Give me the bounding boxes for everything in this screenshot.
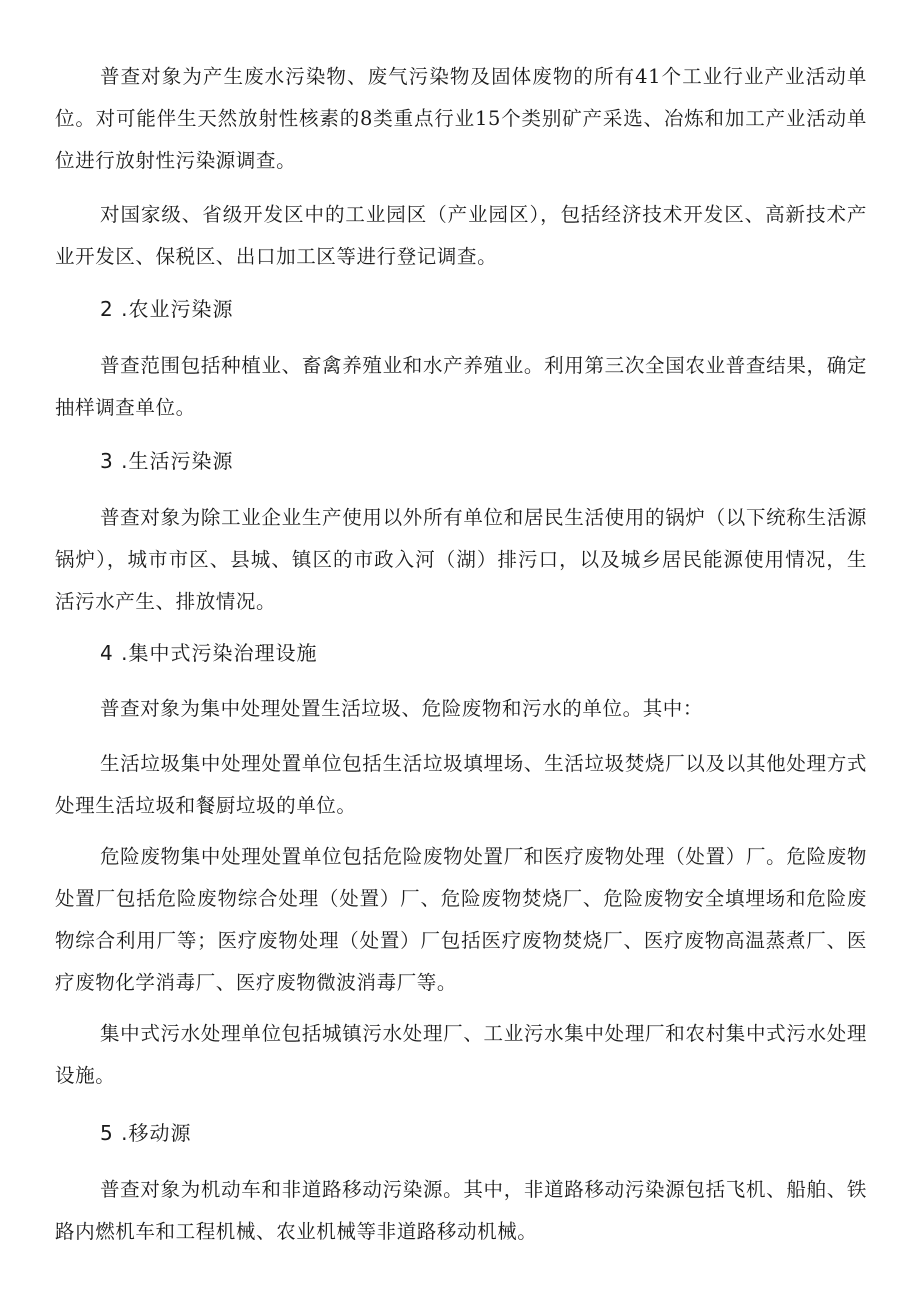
paragraph-domestic-waste: 生活垃圾集中处理处置单位包括生活垃圾填埋场、生活垃圾焚烧厂以及以其他处理方式处理生活垃圾和餐厨垃圾的单位。 [55, 752, 867, 817]
heading-centralized-facilities: 4 .集中式污染治理设施 [100, 641, 318, 665]
heading-agricultural-sources: 2 .农业污染源 [100, 297, 234, 321]
paragraph-centralized-scope: 普查对象为集中处理处置生活垃圾、危险废物和污水的单位。其中： [100, 697, 704, 720]
heading-mobile-sources: 5 .移动源 [100, 1121, 192, 1145]
paragraph-hazardous-waste: 危险废物集中处理处置单位包括危险废物处置厂和医疗废物处理（处置）厂。危险废物处置厂包括危险废物综合处理（处置）厂、危险废物焚烧厂、危险废物安全填埋场和危险废物综合利用厂等；医疗废物处理（处置）厂包括医疗废物焚烧厂、医疗废物高温蒸煮厂、医疗废物化学消毒厂、医疗废物微波消毒厂等。 [55, 845, 867, 994]
paragraph-sewage-treatment: 集中式污水处理单位包括城镇污水处理厂、工业污水集中处理厂和农村集中式污水处理设施。 [55, 1022, 867, 1087]
paragraph-industrial-scope: 普查对象为产生废水污染物、废气污染物及固体废物的所有41个工业行业产业活动单位。对可能伴生天然放射性核素的8类重点行业15个类别矿产采选、冶炼和加工产业活动单位进行放射性污染源调查。 [55, 65, 867, 172]
paragraph-agricultural-scope: 普查范围包括种植业、畜禽养殖业和水产养殖业。利用第三次全国农业普查结果，确定抽样调查单位。 [55, 354, 867, 419]
paragraph-industrial-parks: 对国家级、省级开发区中的工业园区（产业园区），包括经济技术开发区、高新技术产业开发区、保税区、出口加工区等进行登记调查。 [55, 203, 867, 268]
paragraph-mobile-scope: 普查对象为机动车和非道路移动污染源。其中，非道路移动污染源包括飞机、船舶、铁路内燃机车和工程机械、农业机械等非道路移动机械。 [55, 1178, 867, 1243]
paragraph-domestic-scope: 普查对象为除工业企业生产使用以外所有单位和居民生活使用的锅炉（以下统称生活源锅炉），城市市区、县城、镇区的市政入河（湖）排污口，以及城乡居民能源使用情况，生活污水产生、排放情况。 [55, 506, 867, 613]
heading-domestic-sources: 3 .生活污染源 [100, 449, 234, 473]
